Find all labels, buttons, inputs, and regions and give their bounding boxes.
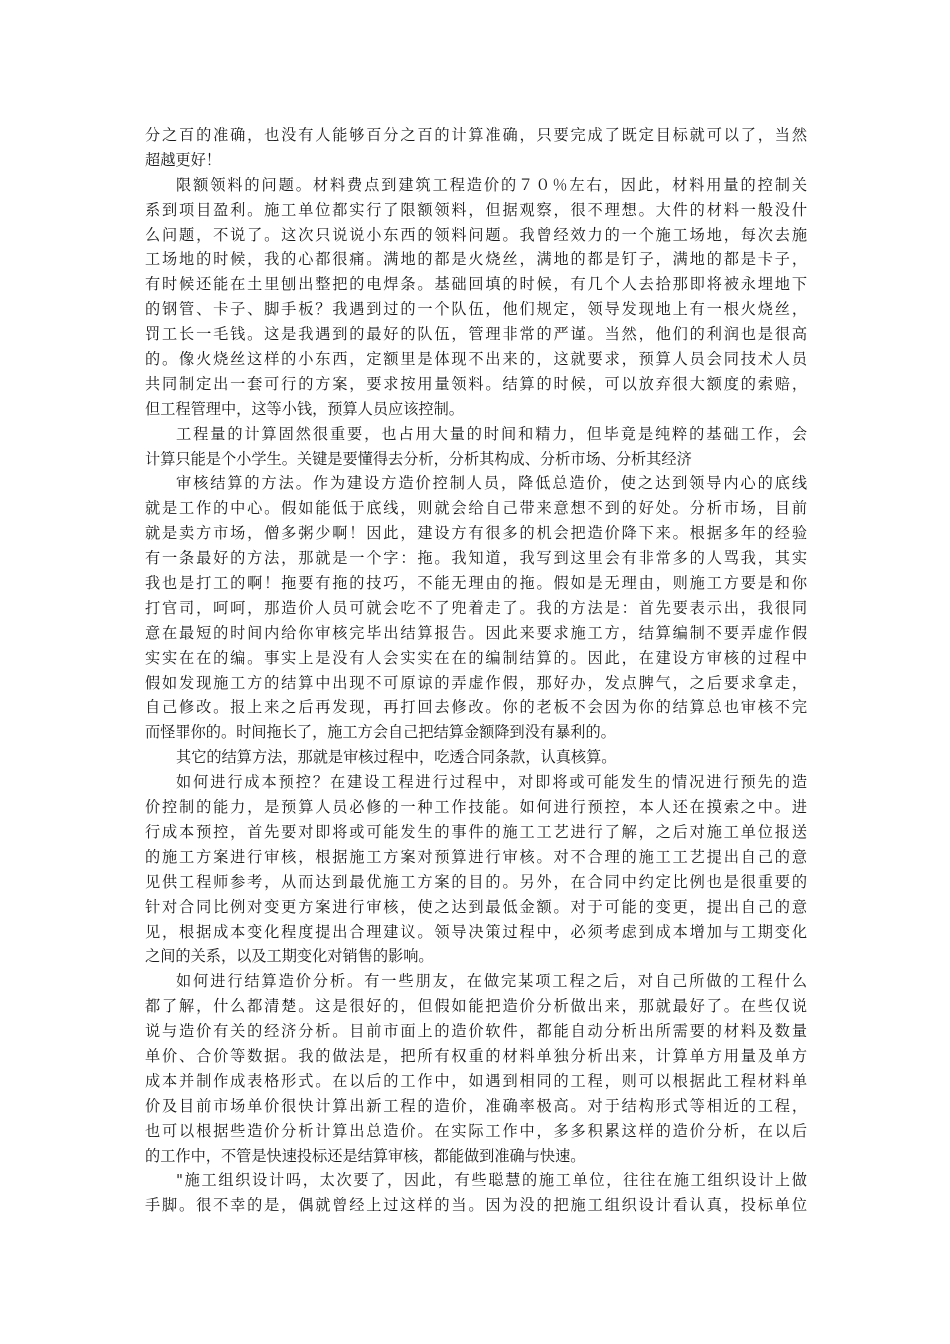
text-line: 的钢管、卡子、脚手板？我遇到过的一个队伍，他们规定，领导发现地上有一根火烧丝， — [145, 300, 807, 319]
paragraph — [145, 471, 807, 745]
paragraph — [145, 969, 807, 1168]
text-line: 意在最短的时间内给你审核完毕出结算报告。因此来要求施工方，结算编制不要弄虚作假 — [145, 623, 807, 642]
paragraph — [145, 173, 807, 422]
text-line: 见，根据成本变化程度提出合理建议。领导决策过程中，必须考虑到成本增加与工期变化 — [145, 922, 807, 941]
text-line: 审核结算的方法。作为建设方造价控制人员，降低总造价，使之达到领导内心的底线 — [176, 474, 807, 493]
text-line: 单价、合价等数据。我的做法是，把所有权重的材料单独分析出来，计算单方用量及单方 — [145, 1046, 807, 1065]
text-line: 我也是打工的啊！拖要有拖的技巧，不能无理由的拖。假如是无理由，则施工方要是和你 — [145, 574, 807, 593]
text-line: 价控制的能力，是预算人员必修的一种工作技能。如何进行预控，本人还在摸索之中。进 — [145, 798, 807, 817]
text-line: 其它的结算方法，那就是审核过程中，吃透合同条款，认真核算。 — [176, 748, 617, 767]
text-line: 成本并制作成表格形式。在以后的工作中，如遇到相同的工程，则可以根据此工程材料单 — [145, 1071, 807, 1090]
text-line: 价及目前市场单价很快计算出新工程的造价，准确率极高。对于结构形式等相近的工程， — [145, 1096, 807, 1115]
text-line: 自己修改。报上来之后再发现，再打回去修改。你的老板不会因为你的结算总也审核不完 — [145, 698, 807, 717]
text-line: 么问题，不说了。这次只说说小东西的领料问题。我曾经效力的一个施工场地，每次去施 — [145, 225, 807, 244]
document-page — [145, 123, 807, 1218]
text-line: 共同制定出一套可行的方案，要求按用量领料。结算的时候，可以放弃很大额度的索赔， — [145, 374, 807, 393]
text-line: 的。像火烧丝这样的小东西，定额里是体现不出来的，这就要求，预算人员会同技术人员 — [145, 350, 807, 369]
text-line: 如何进行结算造价分析。有一些朋友，在做完某项工程之后，对自己所做的工程什么 — [176, 972, 807, 991]
text-line: 罚工长一毛钱。这是我遇到的最好的队伍，管理非常的严谨。当然，他们的利润也是很高 — [145, 325, 807, 344]
text-line: 说与造价有关的经济分析。目前市面上的造价软件，都能自动分析出所需要的材料及数量 — [145, 1022, 807, 1041]
text-line: 工场地的时候，我的心都很痛。满地的都是火烧丝，满地的都是钉子，满地的都是卡子， — [145, 250, 807, 269]
text-line: 限额领料的问题。材料费点到建筑工程造价的７０％左右，因此，材料用量的控制关 — [176, 175, 807, 194]
text-line: 的工作中，不管是快速投标还是结算审核，都能做到准确与快速。 — [145, 1146, 586, 1165]
text-line: 但工程管理中，这等小钱，预算人员应该控制。 — [145, 399, 464, 418]
text-line: 的施工方案进行审核，根据施工方案对预算进行审核。对不合理的施工工艺提出自己的意 — [145, 847, 807, 866]
text-line: 之间的关系，以及工期变化对销售的影响。 — [145, 947, 434, 966]
text-line: 都了解，什么都清楚。这是很好的，但假如能把造价分析做出来，那就最好了。在些仅说 — [145, 997, 807, 1016]
text-line: 如何进行成本预控？在建设工程进行过程中，对即将或可能发生的情况进行预先的造 — [176, 773, 807, 792]
text-line: 而怪罪你的。时间拖长了，施工方会自己把结算金额降到没有暴利的。 — [145, 723, 616, 742]
text-line: 也可以根据些造价分析计算出总造价。在实际工作中，多多积累这样的造价分析，在以后 — [145, 1121, 807, 1140]
text-line: 有一条最好的方法，那就是一个字：拖。我知道，我写到这里会有非常多的人骂我，其实 — [145, 549, 807, 568]
text-line: "施工组织设计吗，太次要了，因此，有些聪慧的施工单位，往往在施工组织设计上做 — [176, 1171, 807, 1190]
text-line: 工程量的计算固然很重要，也占用大量的时间和精力，但毕竟是纯粹的基础工作，会 — [176, 424, 807, 443]
text-line: 假如发现施工方的结算中出现不可原谅的弄虚作假，那好办，发点脾气，之后要求拿走， — [145, 673, 807, 692]
text-line: 有时候还能在土里刨出整把的电焊条。基础回填的时候，有几个人去拾那即将被永埋地下 — [145, 275, 807, 294]
text-line: 分之百的准确，也没有人能够百分之百的计算准确，只要完成了既定目标就可以了，当然 — [145, 126, 807, 144]
paragraph — [145, 123, 807, 173]
text-line: 手脚。很不幸的是，偶就曾经上过这样的当。因为没的把施工组织设计看认真，投标单位 — [145, 1196, 807, 1215]
paragraph — [145, 770, 807, 969]
text-line: 就是卖方市场，僧多粥少啊！因此，建设方有很多的机会把造价降下来。根据多年的经验 — [145, 524, 807, 543]
text-line: 就是工作的中心。假如能低于底线，则就会给自己带来意想不到的好处。分析市场，目前 — [145, 499, 807, 518]
text-line: 见供工程师参考，从而达到最优施工方案的目的。另外，在合同中约定比例也是很重要的 — [145, 872, 807, 891]
text-line: 行成本预控，首先要对即将或可能发生的事件的施工工艺进行了解，之后对施工单位报送 — [145, 822, 807, 841]
paragraph — [145, 745, 807, 770]
text-line: 实实在在的编。事实上是没有人会实实在在的编制结算的。因此，在建设方审核的过程中 — [145, 648, 807, 667]
text-line: 超越更好！ — [145, 150, 221, 169]
paragraph — [145, 422, 807, 472]
paragraph — [145, 1168, 807, 1218]
text-line: 针对合同比例对变更方案进行审核，使之达到最低金额。对于可能的变更，提出自己的意 — [145, 897, 807, 916]
text-line: 系到项目盈利。施工单位都实行了限额领料，但据观察，很不理想。大件的材料一般没什 — [145, 200, 807, 219]
text-line: 打官司，呵呵，那造价人员可就会吃不了兜着走了。我的方法是：首先要表示出，我很同 — [145, 598, 807, 617]
text-line: 计算只能是个小学生。关键是要懂得去分析，分析其构成、分析市场、分析其经济 — [145, 449, 692, 468]
